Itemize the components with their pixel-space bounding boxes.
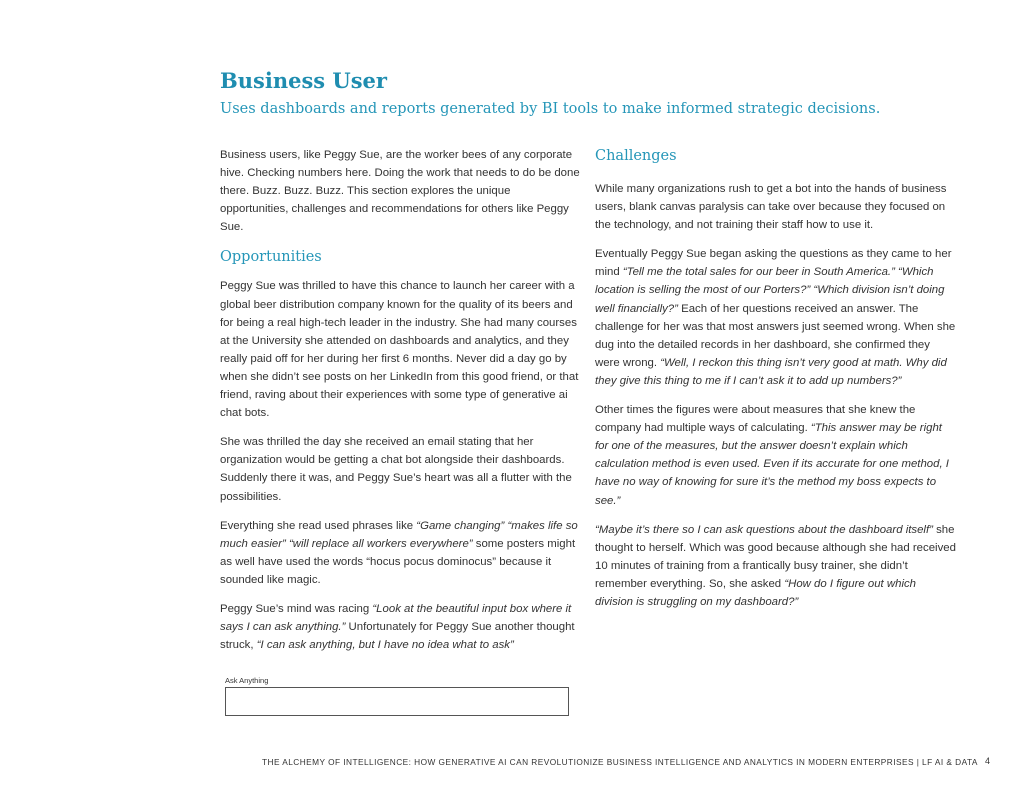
text-run: Peggy Sue’s mind was racing (220, 602, 373, 615)
quote: “How do I figure out which division is struggling on my dashboard?” (595, 577, 917, 608)
quote: “Look at the beautiful input box where it says I can ask anything.” (220, 602, 572, 634)
quote: “This answer may be right for one of the measures, but the answer doesn’t explain which calculation method is even used. Even if its accurate for one method, I have no way of knowing for sure it’s the method my boss expects to see.” (595, 422, 949, 507)
quote: “will replace all workers everywhere” (285, 537, 473, 550)
page-number: 4 (985, 756, 991, 766)
text-run: Eventually Peggy Sue began asking the questions as they came to her mind (595, 248, 952, 279)
quote: “Maybe it’s there so I can ask questions about the dashboard itself” (595, 523, 933, 536)
footer-text: THE ALCHEMY OF INTELLIGENCE: HOW GENERATIVE AI CAN REVOLUTIONIZE BUSINESS INTELLIGENCE AND ANALYTICS IN MODERN ENTERPRISES | LF AI & DATA (262, 757, 978, 767)
opportunities-heading: Opportunities (220, 249, 322, 266)
quote: “makes life so much easier” (220, 519, 578, 550)
ask-anything-input-box (225, 687, 569, 716)
page-subtitle: Uses dashboards and reports generated by BI tools to make informed strategic decisions. (220, 101, 881, 117)
quote: “Game changing” (416, 519, 505, 532)
text-run: some posters might as well have used the words “hocus pocus dominocus” because it sounded like magic. (220, 537, 576, 586)
quote: “I can ask anything, but I have no idea what to ask” (256, 639, 514, 652)
opportunities-paragraph-3 (220, 517, 580, 589)
text-run: Other times the figures were about measures that she knew the company had multiple ways of calculating. (595, 404, 916, 435)
left-column (220, 146, 580, 665)
quote: “Tell me the total sales for our beer in South America.” “Which location is selling the most of our Porters?” “Which division isn’t doing well financially?” (595, 266, 945, 315)
opportunities-paragraph-4 (220, 600, 580, 654)
right-column (595, 146, 957, 622)
text-run: Everything she read used phrases like (220, 519, 417, 532)
opportunities-paragraph-2: She was thrilled the day she received an email stating that her organization would be getting a chat bot alongside their dashboards. Suddenly there it was, and Peggy Sue’s heart was all a flutter with the possibilities. (220, 436, 572, 503)
quote: “Well, I reckon this thing isn’t very good at math. Why did they give this thing to me if I can’t ask it to add up numbers?” (595, 356, 947, 387)
challenges-paragraph-3 (595, 401, 957, 510)
ask-anything-label: Ask Anything (225, 676, 269, 685)
intro-paragraph: Business users, like Peggy Sue, are the worker bees of any corporate hive. Checking numbers here. Doing the work that needs to do be done there. Buzz. Buzz. Buzz. This section explores the unique opportunities, challenges and recommendations for others like Peggy Sue. (220, 149, 580, 234)
challenges-heading: Challenges (595, 148, 677, 164)
text-run: Each of her questions received an answer. The challenge for her was that most answers just seemed wrong. When she dug into the detailed records in her dashboard, she confirmed they were wrong. (595, 302, 956, 369)
text-run: Unfortunately for Peggy Sue another thought struck, (220, 621, 575, 652)
challenges-paragraph-1: While many organizations rush to get a bot into the hands of business users, blank canvas paralysis can take over because they focused on the technology, and not training their staff how to use it. (595, 183, 947, 232)
opportunities-paragraph-1: Peggy Sue was thrilled to have this chance to launch her career with a global beer distribution company known for the quality of its beers and for being a real high-tech leader in the industry. She had many courses at the University she attended on dashboards and analytics, and they really paid off for her during her first 6 months. Never did a day go by when she didn’t see posts on her LinkedIn from this good friend, or that friend, raving about their experiences with some type of generative ai chat bots. (220, 280, 579, 420)
text-run: she thought to herself. Which was good because although she had received 10 minutes of training from a frantically busy trainer, she didn’t remember everything. So, she asked (595, 523, 956, 590)
challenges-paragraph-2 (595, 245, 957, 390)
page-title: Business User (220, 68, 387, 93)
challenges-paragraph-4 (595, 521, 957, 611)
